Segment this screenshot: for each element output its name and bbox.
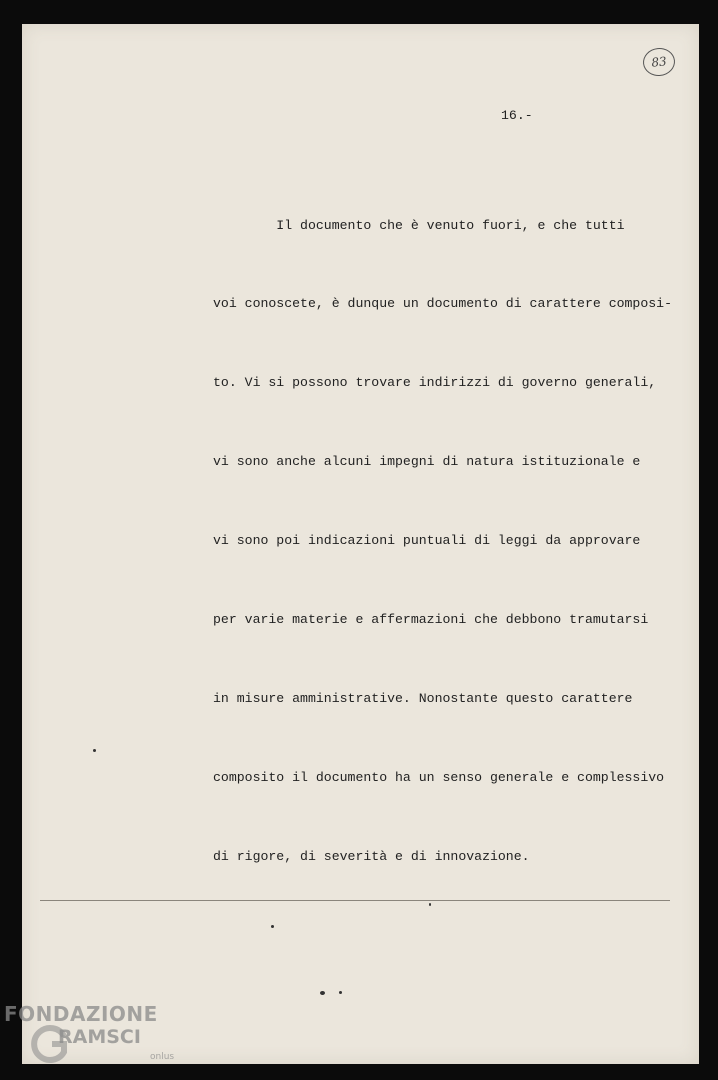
text-line: vi sono poi indicazioni puntuali di leggi da approvare: [213, 533, 641, 549]
paper-speck: [339, 991, 342, 994]
text-line: composito il documento ha un senso generale e complessivo: [213, 769, 665, 785]
watermark-suffix: onlus: [150, 1052, 175, 1062]
watermark-line2: RAMSCI: [58, 1026, 141, 1048]
page-label: 16.-: [501, 108, 533, 123]
text-line: vi sono anche alcuni impegni di natura istituzionale e: [213, 454, 641, 470]
text-line: voi conoscete, è dunque un documento di carattere composi-: [213, 296, 672, 312]
text-line: in misure amministrative. Nonostante questo carattere: [213, 690, 633, 706]
text-line: Il documento che è venuto fuori, e che tutti: [213, 217, 625, 233]
paper-speck: [320, 991, 325, 995]
paper-speck: [271, 925, 274, 928]
watermark-line1: FONDAZIONE: [4, 1002, 158, 1026]
text-line: to. Vi si possono trovare indirizzi di governo generali,: [213, 375, 657, 391]
body-paragraph: [213, 160, 683, 923]
paper-speck: [93, 749, 96, 752]
page-divider-line: [40, 900, 670, 901]
text-line: per varie materie e affermazioni che debbono tramutarsi: [213, 612, 649, 628]
paper-speck: [429, 903, 431, 906]
text-line: di rigore, di severità e di innovazione.: [213, 848, 530, 864]
archive-number: 83: [650, 54, 668, 70]
